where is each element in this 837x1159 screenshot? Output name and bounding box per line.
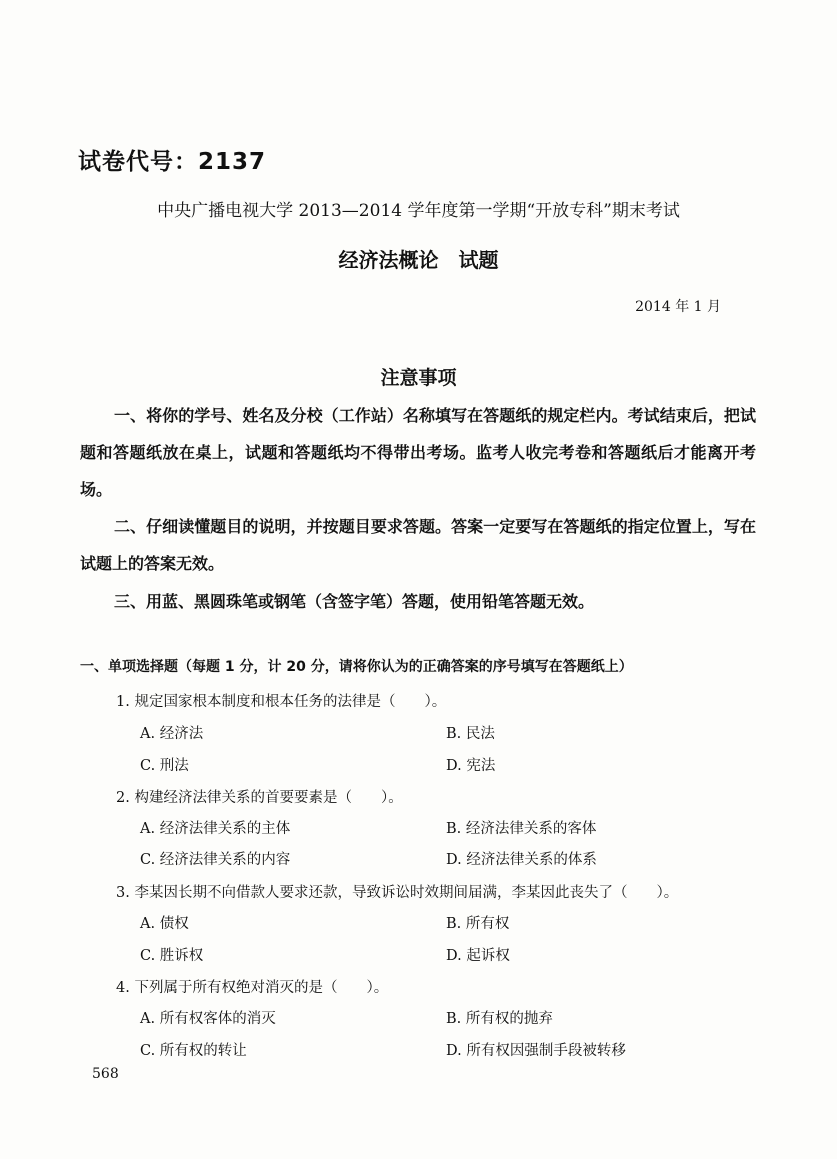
question-1-option-b: B. 民法	[446, 726, 495, 742]
question-4-option-d: D. 所有权因强制手段被转移	[446, 1043, 626, 1059]
notice-item-1: 一、将你的学号、姓名及分校（工作站）名称填写在答题纸的规定栏内。考试结束后，把试题和答题纸放在桌上，试题和答题纸均不得带出考场。监考人收完考卷和答题纸后才能离开考场。	[80, 406, 756, 499]
question-1-stem: 1. 规定国家根本制度和根本任务的法律是（ ）。	[116, 694, 447, 710]
section-heading: 一、单项选择题（每题 1 分，计 20 分，请将你认为的正确答案的序号填写在答题纸上）	[80, 659, 633, 675]
question-2-option-b: B. 经济法律关系的客体	[446, 821, 597, 837]
question-3-option-a: A. 债权	[140, 916, 189, 932]
exam-title: 经济法概论 试题	[338, 248, 499, 272]
question-3-option-d: D. 起诉权	[446, 948, 510, 964]
question-3-stem: 3. 李某因长期不向借款人要求还款，导致诉讼时效期间届满，李某因此丧失了（ ）。	[116, 885, 679, 901]
question-4-option-a: A. 所有权客体的消灭	[140, 1011, 276, 1027]
exam-date: 2014 年 1 月	[635, 299, 721, 315]
school-line: 中央广播电视大学 2013—2014 学年度第一学期“开放专科”期末考试	[157, 201, 680, 221]
question-3-option-b: B. 所有权	[446, 916, 510, 932]
page-number: 568	[92, 1066, 119, 1082]
question-2-option-c: C. 经济法律关系的内容	[140, 852, 291, 868]
notice-heading: 注意事项	[380, 367, 457, 389]
question-1-option-a: A. 经济法	[140, 726, 204, 742]
question-2-stem: 2. 构建经济法律关系的首要要素是（ ）。	[116, 790, 403, 806]
exam-code: 试卷代号：2137	[78, 149, 267, 175]
question-4-option-b: B. 所有权的抛弃	[446, 1011, 553, 1027]
question-1-option-d: D. 宪法	[446, 758, 496, 774]
question-1-option-c: C. 刑法	[140, 758, 189, 774]
question-2-option-d: D. 经济法律关系的体系	[446, 852, 597, 868]
question-2-option-a: A. 经济法律关系的主体	[140, 821, 291, 837]
notice-item-3: 三、用蓝、黑圆珠笔或钢笔（含签字笔）答题，使用铅笔答题无效。	[114, 592, 595, 611]
notice-item-2: 二、仔细读懂题目的说明，并按题目要求答题。答案一定要写在答题纸的指定位置上，写在试题上的答案无效。	[80, 517, 756, 573]
question-3-option-c: C. 胜诉权	[140, 948, 204, 964]
question-4-stem: 4. 下列属于所有权绝对消灭的是（ ）。	[116, 980, 389, 996]
question-4-option-c: C. 所有权的转让	[140, 1043, 247, 1059]
